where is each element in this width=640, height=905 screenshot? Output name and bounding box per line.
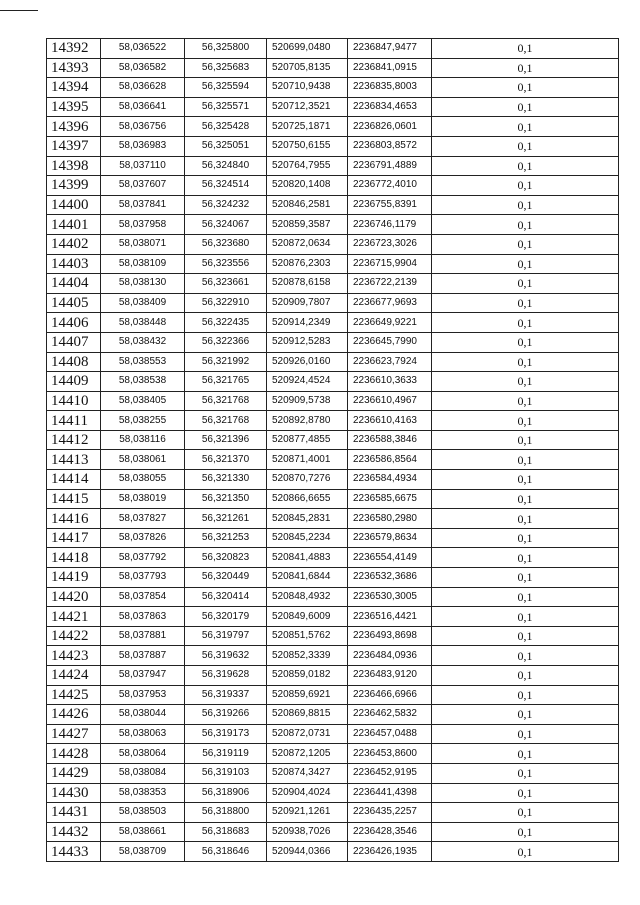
latitude-cell: 58,037607 (101, 176, 185, 196)
latitude-cell: 58,038064 (101, 744, 185, 764)
longitude-cell: 56,324514 (185, 176, 267, 196)
table-row (47, 509, 619, 529)
accuracy-cell: 0,1 (432, 528, 619, 548)
table-row (47, 430, 619, 450)
longitude-cell: 56,321253 (185, 528, 267, 548)
y-coordinate-cell: 2236791,4889 (348, 156, 432, 176)
x-coordinate-cell: 520874,3427 (267, 763, 348, 783)
longitude-cell: 56,320414 (185, 587, 267, 607)
x-coordinate-cell: 520921,1261 (267, 803, 348, 823)
x-coordinate-cell: 520849,6009 (267, 607, 348, 627)
point-number-cell: 14405 (47, 293, 101, 313)
x-coordinate-cell: 520909,5738 (267, 391, 348, 411)
latitude-cell: 58,036641 (101, 97, 185, 117)
point-number-cell: 14392 (47, 39, 101, 59)
x-coordinate-cell: 520872,0731 (267, 724, 348, 744)
longitude-cell: 56,319266 (185, 705, 267, 725)
point-number-cell: 14431 (47, 803, 101, 823)
longitude-cell: 56,319797 (185, 626, 267, 646)
latitude-cell: 58,038109 (101, 254, 185, 274)
point-number-cell: 14412 (47, 430, 101, 450)
accuracy-cell: 0,1 (432, 783, 619, 803)
longitude-cell: 56,318683 (185, 822, 267, 842)
longitude-cell: 56,323661 (185, 274, 267, 294)
longitude-cell: 56,320179 (185, 607, 267, 627)
latitude-cell: 58,038019 (101, 489, 185, 509)
x-coordinate-cell: 520725,1871 (267, 117, 348, 137)
latitude-cell: 58,037841 (101, 195, 185, 215)
y-coordinate-cell: 2236772,4010 (348, 176, 432, 196)
accuracy-cell: 0,1 (432, 313, 619, 333)
y-coordinate-cell: 2236610,3633 (348, 372, 432, 392)
accuracy-cell: 0,1 (432, 156, 619, 176)
y-coordinate-cell: 2236493,8698 (348, 626, 432, 646)
x-coordinate-cell: 520841,4883 (267, 548, 348, 568)
table-row (47, 685, 619, 705)
latitude-cell: 58,037953 (101, 685, 185, 705)
longitude-cell: 56,321370 (185, 450, 267, 470)
accuracy-cell: 0,1 (432, 352, 619, 372)
accuracy-cell: 0,1 (432, 509, 619, 529)
y-coordinate-cell: 2236484,0936 (348, 646, 432, 666)
table-row (47, 78, 619, 98)
table-row (47, 313, 619, 333)
table-row (47, 763, 619, 783)
accuracy-cell: 0,1 (432, 176, 619, 196)
x-coordinate-cell: 520866,6655 (267, 489, 348, 509)
longitude-cell: 56,319119 (185, 744, 267, 764)
point-number-cell: 14407 (47, 332, 101, 352)
accuracy-cell: 0,1 (432, 195, 619, 215)
accuracy-cell: 0,1 (432, 391, 619, 411)
coordinates-table-body (47, 39, 619, 862)
table-row (47, 352, 619, 372)
x-coordinate-cell: 520841,6844 (267, 568, 348, 588)
accuracy-cell: 0,1 (432, 430, 619, 450)
latitude-cell: 58,038071 (101, 234, 185, 254)
latitude-cell: 58,038661 (101, 822, 185, 842)
latitude-cell: 58,038409 (101, 293, 185, 313)
latitude-cell: 58,036756 (101, 117, 185, 137)
y-coordinate-cell: 2236834,4653 (348, 97, 432, 117)
y-coordinate-cell: 2236677,9693 (348, 293, 432, 313)
x-coordinate-cell: 520859,6921 (267, 685, 348, 705)
x-coordinate-cell: 520876,2303 (267, 254, 348, 274)
accuracy-cell: 0,1 (432, 568, 619, 588)
x-coordinate-cell: 520872,0634 (267, 234, 348, 254)
point-number-cell: 14416 (47, 509, 101, 529)
table-row (47, 705, 619, 725)
point-number-cell: 14408 (47, 352, 101, 372)
point-number-cell: 14406 (47, 313, 101, 333)
x-coordinate-cell: 520877,4855 (267, 430, 348, 450)
accuracy-cell: 0,1 (432, 666, 619, 686)
x-coordinate-cell: 520705,8135 (267, 58, 348, 78)
accuracy-cell: 0,1 (432, 39, 619, 59)
point-number-cell: 14393 (47, 58, 101, 78)
y-coordinate-cell: 2236847,9477 (348, 39, 432, 59)
longitude-cell: 56,323556 (185, 254, 267, 274)
y-coordinate-cell: 2236610,4163 (348, 411, 432, 431)
y-coordinate-cell: 2236483,9120 (348, 666, 432, 686)
x-coordinate-cell: 520909,7807 (267, 293, 348, 313)
longitude-cell: 56,325594 (185, 78, 267, 98)
latitude-cell: 58,036522 (101, 39, 185, 59)
x-coordinate-cell: 520872,1205 (267, 744, 348, 764)
y-coordinate-cell: 2236715,9904 (348, 254, 432, 274)
latitude-cell: 58,038448 (101, 313, 185, 333)
longitude-cell: 56,321765 (185, 372, 267, 392)
x-coordinate-cell: 520924,4524 (267, 372, 348, 392)
table-row (47, 587, 619, 607)
x-coordinate-cell: 520944,0366 (267, 842, 348, 862)
point-number-cell: 14427 (47, 724, 101, 744)
longitude-cell: 56,325800 (185, 39, 267, 59)
latitude-cell: 58,038709 (101, 842, 185, 862)
latitude-cell: 58,038255 (101, 411, 185, 431)
y-coordinate-cell: 2236723,3026 (348, 234, 432, 254)
accuracy-cell: 0,1 (432, 587, 619, 607)
x-coordinate-cell: 520699,0480 (267, 39, 348, 59)
point-number-cell: 14417 (47, 528, 101, 548)
x-coordinate-cell: 520926,0160 (267, 352, 348, 372)
latitude-cell: 58,038084 (101, 763, 185, 783)
latitude-cell: 58,037854 (101, 587, 185, 607)
point-number-cell: 14403 (47, 254, 101, 274)
longitude-cell: 56,321261 (185, 509, 267, 529)
latitude-cell: 58,038044 (101, 705, 185, 725)
point-number-cell: 14421 (47, 607, 101, 627)
latitude-cell: 58,038432 (101, 332, 185, 352)
accuracy-cell: 0,1 (432, 234, 619, 254)
x-coordinate-cell: 520851,5762 (267, 626, 348, 646)
y-coordinate-cell: 2236428,3546 (348, 822, 432, 842)
y-coordinate-cell: 2236466,6966 (348, 685, 432, 705)
point-number-cell: 14423 (47, 646, 101, 666)
point-number-cell: 14425 (47, 685, 101, 705)
accuracy-cell: 0,1 (432, 136, 619, 156)
point-number-cell: 14429 (47, 763, 101, 783)
accuracy-cell: 0,1 (432, 548, 619, 568)
x-coordinate-cell: 520852,3339 (267, 646, 348, 666)
x-coordinate-cell: 520764,7955 (267, 156, 348, 176)
latitude-cell: 58,036582 (101, 58, 185, 78)
latitude-cell: 58,037887 (101, 646, 185, 666)
y-coordinate-cell: 2236586,8564 (348, 450, 432, 470)
y-coordinate-cell: 2236453,8600 (348, 744, 432, 764)
table-row (47, 842, 619, 862)
latitude-cell: 58,037827 (101, 509, 185, 529)
accuracy-cell: 0,1 (432, 97, 619, 117)
longitude-cell: 56,321768 (185, 411, 267, 431)
latitude-cell: 58,037793 (101, 568, 185, 588)
y-coordinate-cell: 2236532,3686 (348, 568, 432, 588)
y-coordinate-cell: 2236610,4967 (348, 391, 432, 411)
latitude-cell: 58,037947 (101, 666, 185, 686)
table-row (47, 450, 619, 470)
y-coordinate-cell: 2236462,5832 (348, 705, 432, 725)
accuracy-cell: 0,1 (432, 842, 619, 862)
accuracy-cell: 0,1 (432, 274, 619, 294)
longitude-cell: 56,322435 (185, 313, 267, 333)
longitude-cell: 56,322366 (185, 332, 267, 352)
latitude-cell: 58,037881 (101, 626, 185, 646)
table-row (47, 372, 619, 392)
y-coordinate-cell: 2236585,6675 (348, 489, 432, 509)
longitude-cell: 56,323680 (185, 234, 267, 254)
accuracy-cell: 0,1 (432, 372, 619, 392)
latitude-cell: 58,038503 (101, 803, 185, 823)
x-coordinate-cell: 520845,2234 (267, 528, 348, 548)
table-row (47, 274, 619, 294)
longitude-cell: 56,318800 (185, 803, 267, 823)
longitude-cell: 56,321330 (185, 470, 267, 490)
point-number-cell: 14398 (47, 156, 101, 176)
accuracy-cell: 0,1 (432, 685, 619, 705)
y-coordinate-cell: 2236530,3005 (348, 587, 432, 607)
table-row (47, 215, 619, 235)
accuracy-cell: 0,1 (432, 607, 619, 627)
x-coordinate-cell: 520938,7026 (267, 822, 348, 842)
point-number-cell: 14415 (47, 489, 101, 509)
x-coordinate-cell: 520859,0182 (267, 666, 348, 686)
y-coordinate-cell: 2236826,0601 (348, 117, 432, 137)
x-coordinate-cell: 520912,5283 (267, 332, 348, 352)
x-coordinate-cell: 520870,7276 (267, 470, 348, 490)
point-number-cell: 14419 (47, 568, 101, 588)
latitude-cell: 58,038061 (101, 450, 185, 470)
latitude-cell: 58,037863 (101, 607, 185, 627)
latitude-cell: 58,038130 (101, 274, 185, 294)
table-row (47, 156, 619, 176)
point-number-cell: 14420 (47, 587, 101, 607)
table-row (47, 195, 619, 215)
table-row (47, 744, 619, 764)
table-row (47, 548, 619, 568)
point-number-cell: 14395 (47, 97, 101, 117)
point-number-cell: 14424 (47, 666, 101, 686)
accuracy-cell: 0,1 (432, 646, 619, 666)
longitude-cell: 56,321768 (185, 391, 267, 411)
latitude-cell: 58,038116 (101, 430, 185, 450)
table-row (47, 176, 619, 196)
accuracy-cell: 0,1 (432, 489, 619, 509)
table-row (47, 332, 619, 352)
table-row (47, 293, 619, 313)
latitude-cell: 58,038055 (101, 470, 185, 490)
x-coordinate-cell: 520859,3587 (267, 215, 348, 235)
table-row (47, 136, 619, 156)
longitude-cell: 56,321350 (185, 489, 267, 509)
accuracy-cell: 0,1 (432, 332, 619, 352)
accuracy-cell: 0,1 (432, 215, 619, 235)
table-row (47, 528, 619, 548)
table-row (47, 666, 619, 686)
y-coordinate-cell: 2236803,8572 (348, 136, 432, 156)
accuracy-cell: 0,1 (432, 293, 619, 313)
latitude-cell: 58,037792 (101, 548, 185, 568)
accuracy-cell: 0,1 (432, 822, 619, 842)
point-number-cell: 14432 (47, 822, 101, 842)
point-number-cell: 14401 (47, 215, 101, 235)
x-coordinate-cell: 520914,2349 (267, 313, 348, 333)
latitude-cell: 58,038538 (101, 372, 185, 392)
point-number-cell: 14394 (47, 78, 101, 98)
table-row (47, 254, 619, 274)
y-coordinate-cell: 2236835,8003 (348, 78, 432, 98)
longitude-cell: 56,325571 (185, 97, 267, 117)
longitude-cell: 56,325428 (185, 117, 267, 137)
table-row (47, 58, 619, 78)
x-coordinate-cell: 520878,6158 (267, 274, 348, 294)
y-coordinate-cell: 2236426,1935 (348, 842, 432, 862)
accuracy-cell: 0,1 (432, 254, 619, 274)
accuracy-cell: 0,1 (432, 744, 619, 764)
x-coordinate-cell: 520710,9438 (267, 78, 348, 98)
accuracy-cell: 0,1 (432, 724, 619, 744)
longitude-cell: 56,324067 (185, 215, 267, 235)
point-number-cell: 14418 (47, 548, 101, 568)
accuracy-cell: 0,1 (432, 803, 619, 823)
table-row (47, 411, 619, 431)
accuracy-cell: 0,1 (432, 117, 619, 137)
y-coordinate-cell: 2236755,8391 (348, 195, 432, 215)
y-coordinate-cell: 2236588,3846 (348, 430, 432, 450)
x-coordinate-cell: 520892,8780 (267, 411, 348, 431)
point-number-cell: 14430 (47, 783, 101, 803)
longitude-cell: 56,319103 (185, 763, 267, 783)
longitude-cell: 56,324840 (185, 156, 267, 176)
latitude-cell: 58,036628 (101, 78, 185, 98)
point-number-cell: 14433 (47, 842, 101, 862)
point-number-cell: 14414 (47, 470, 101, 490)
y-coordinate-cell: 2236645,7990 (348, 332, 432, 352)
y-coordinate-cell: 2236649,9221 (348, 313, 432, 333)
accuracy-cell: 0,1 (432, 705, 619, 725)
table-row (47, 470, 619, 490)
table-row (47, 97, 619, 117)
accuracy-cell: 0,1 (432, 626, 619, 646)
table-row (47, 626, 619, 646)
point-number-cell: 14402 (47, 234, 101, 254)
y-coordinate-cell: 2236554,4149 (348, 548, 432, 568)
latitude-cell: 58,038063 (101, 724, 185, 744)
page-top-rule (0, 10, 38, 11)
y-coordinate-cell: 2236580,2980 (348, 509, 432, 529)
point-number-cell: 14399 (47, 176, 101, 196)
point-number-cell: 14404 (47, 274, 101, 294)
longitude-cell: 56,321396 (185, 430, 267, 450)
x-coordinate-cell: 520820,1408 (267, 176, 348, 196)
y-coordinate-cell: 2236452,9195 (348, 763, 432, 783)
y-coordinate-cell: 2236516,4421 (348, 607, 432, 627)
point-number-cell: 14422 (47, 626, 101, 646)
latitude-cell: 58,037110 (101, 156, 185, 176)
point-number-cell: 14428 (47, 744, 101, 764)
table-row (47, 822, 619, 842)
longitude-cell: 56,321992 (185, 352, 267, 372)
latitude-cell: 58,038405 (101, 391, 185, 411)
point-number-cell: 14410 (47, 391, 101, 411)
table-row (47, 646, 619, 666)
accuracy-cell: 0,1 (432, 763, 619, 783)
longitude-cell: 56,319337 (185, 685, 267, 705)
point-number-cell: 14400 (47, 195, 101, 215)
y-coordinate-cell: 2236579,8634 (348, 528, 432, 548)
point-number-cell: 14397 (47, 136, 101, 156)
y-coordinate-cell: 2236435,2257 (348, 803, 432, 823)
table-row (47, 783, 619, 803)
latitude-cell: 58,038353 (101, 783, 185, 803)
accuracy-cell: 0,1 (432, 58, 619, 78)
y-coordinate-cell: 2236441,4398 (348, 783, 432, 803)
accuracy-cell: 0,1 (432, 78, 619, 98)
accuracy-cell: 0,1 (432, 450, 619, 470)
y-coordinate-cell: 2236746,1179 (348, 215, 432, 235)
x-coordinate-cell: 520845,2831 (267, 509, 348, 529)
table-row (47, 489, 619, 509)
accuracy-cell: 0,1 (432, 411, 619, 431)
point-number-cell: 14409 (47, 372, 101, 392)
longitude-cell: 56,319173 (185, 724, 267, 744)
longitude-cell: 56,318646 (185, 842, 267, 862)
point-number-cell: 14396 (47, 117, 101, 137)
x-coordinate-cell: 520846,2581 (267, 195, 348, 215)
coordinates-table (46, 38, 619, 862)
table-row (47, 391, 619, 411)
latitude-cell: 58,037958 (101, 215, 185, 235)
x-coordinate-cell: 520869,8815 (267, 705, 348, 725)
y-coordinate-cell: 2236457,0488 (348, 724, 432, 744)
latitude-cell: 58,036983 (101, 136, 185, 156)
table-row (47, 39, 619, 59)
x-coordinate-cell: 520750,6155 (267, 136, 348, 156)
longitude-cell: 56,320449 (185, 568, 267, 588)
point-number-cell: 14426 (47, 705, 101, 725)
accuracy-cell: 0,1 (432, 470, 619, 490)
longitude-cell: 56,319632 (185, 646, 267, 666)
point-number-cell: 14411 (47, 411, 101, 431)
longitude-cell: 56,324232 (185, 195, 267, 215)
table-row (47, 724, 619, 744)
table-row (47, 607, 619, 627)
table-row (47, 234, 619, 254)
longitude-cell: 56,320823 (185, 548, 267, 568)
latitude-cell: 58,038553 (101, 352, 185, 372)
y-coordinate-cell: 2236584,4934 (348, 470, 432, 490)
table-row (47, 803, 619, 823)
longitude-cell: 56,325683 (185, 58, 267, 78)
y-coordinate-cell: 2236623,7924 (348, 352, 432, 372)
x-coordinate-cell: 520871,4001 (267, 450, 348, 470)
latitude-cell: 58,037826 (101, 528, 185, 548)
y-coordinate-cell: 2236722,2139 (348, 274, 432, 294)
x-coordinate-cell: 520712,3521 (267, 97, 348, 117)
point-number-cell: 14413 (47, 450, 101, 470)
table-row (47, 117, 619, 137)
x-coordinate-cell: 520904,4024 (267, 783, 348, 803)
longitude-cell: 56,319628 (185, 666, 267, 686)
longitude-cell: 56,325051 (185, 136, 267, 156)
x-coordinate-cell: 520848,4932 (267, 587, 348, 607)
longitude-cell: 56,318906 (185, 783, 267, 803)
longitude-cell: 56,322910 (185, 293, 267, 313)
table-row (47, 568, 619, 588)
y-coordinate-cell: 2236841,0915 (348, 58, 432, 78)
